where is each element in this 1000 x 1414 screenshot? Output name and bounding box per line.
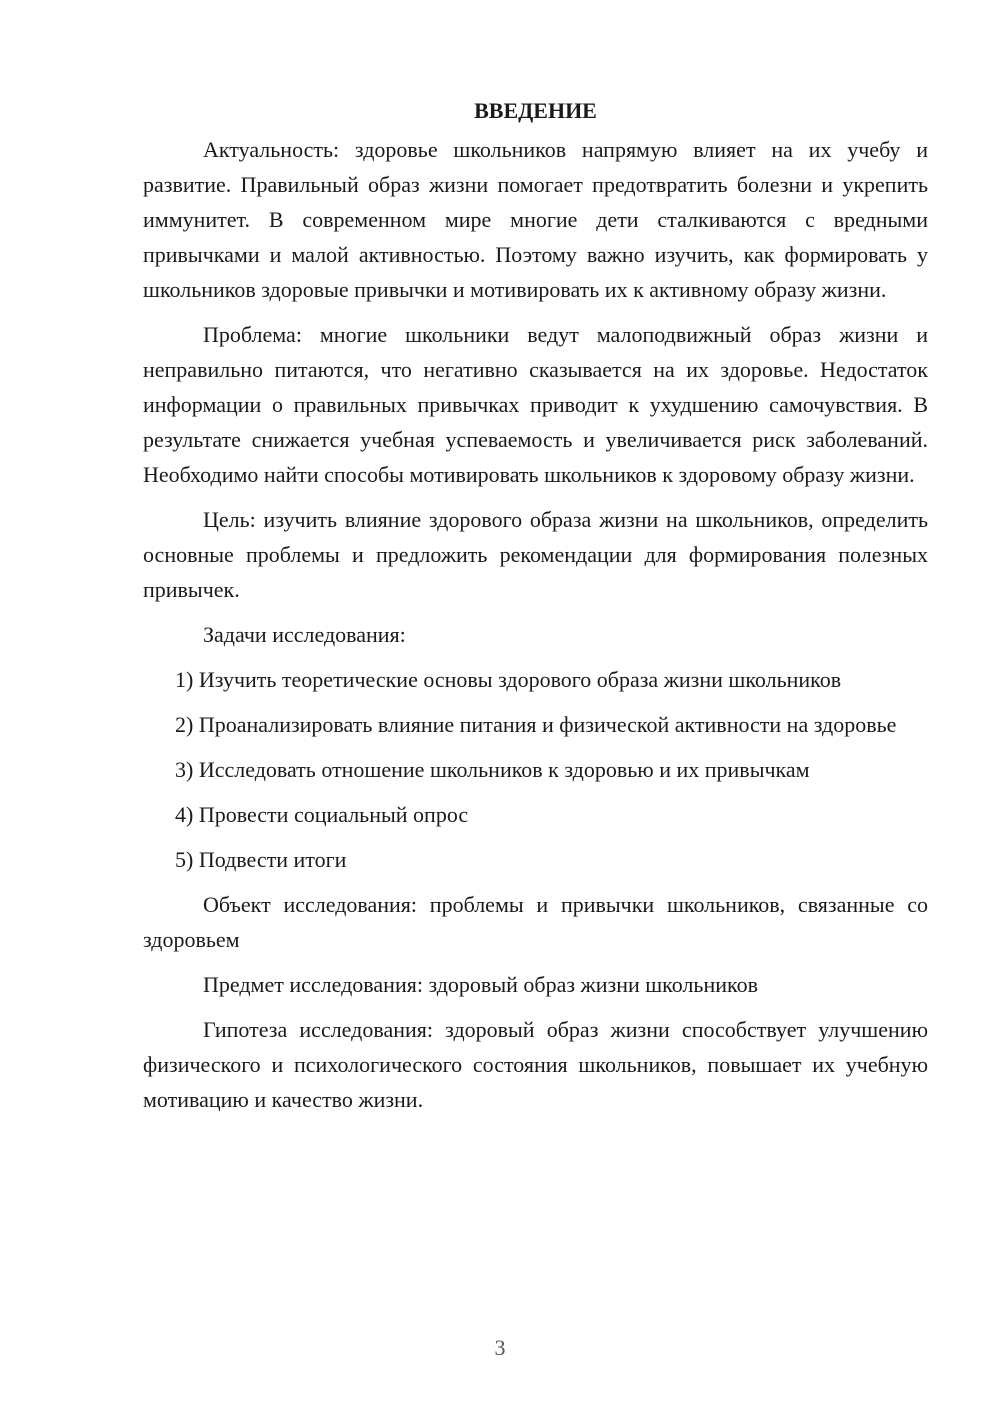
paragraph-relevance: Актуальность: здоровье школьников напрямую влияет на их учебу и развитие. Правильный образ жизни помогает предотвратить болезни и укрепить иммунитет. В современном мире многие дети сталкиваются с вредными привычками и малой активностью. Поэтому важно изучить, как формировать у школьников здоровые привычки и мотивировать их к активному образу жизни. bbox=[143, 137, 928, 302]
paragraph-subject: Предмет исследования: здоровый образ жизни школьников bbox=[203, 972, 758, 997]
page-number: 3 bbox=[494, 1335, 506, 1360]
section-title: ВВЕДЕНИЕ bbox=[474, 98, 597, 123]
paragraph-goal: Цель: изучить влияние здорового образа жизни на школьников, определить основные проблемы и предложить рекомендации для формирования полезных привычек. bbox=[143, 507, 928, 602]
task-item-5: 5) Подвести итоги bbox=[175, 847, 347, 872]
tasks-heading: Задачи исследования: bbox=[203, 622, 406, 647]
paragraph-hypothesis: Гипотеза исследования: здоровый образ жизни способствует улучшению физического и психологического состояния школьников, повышает их учебную мотивацию и качество жизни. bbox=[143, 1017, 928, 1112]
task-item-2: 2) Проанализировать влияние питания и физической активности на здоровье bbox=[175, 712, 897, 737]
paragraph-problem: Проблема: многие школьники ведут малоподвижный образ жизни и неправильно питаются, что негативно сказывается на их здоровье. Недостаток информации о правильных привычках приводит к ухудшению самочувствия. В результате снижается учебная успеваемость и увеличивается риск заболеваний. Необходимо найти способы мотивировать школьников к здоровому образу жизни. bbox=[143, 322, 928, 487]
task-item-1: 1) Изучить теоретические основы здорового образа жизни школьников bbox=[175, 667, 842, 692]
task-item-4: 4) Провести социальный опрос bbox=[175, 802, 469, 827]
paragraph-object: Объект исследования: проблемы и привычки школьников, связанные со здоровьем bbox=[143, 892, 928, 952]
task-item-3: 3) Исследовать отношение школьников к здоровью и их привычкам bbox=[175, 757, 810, 782]
